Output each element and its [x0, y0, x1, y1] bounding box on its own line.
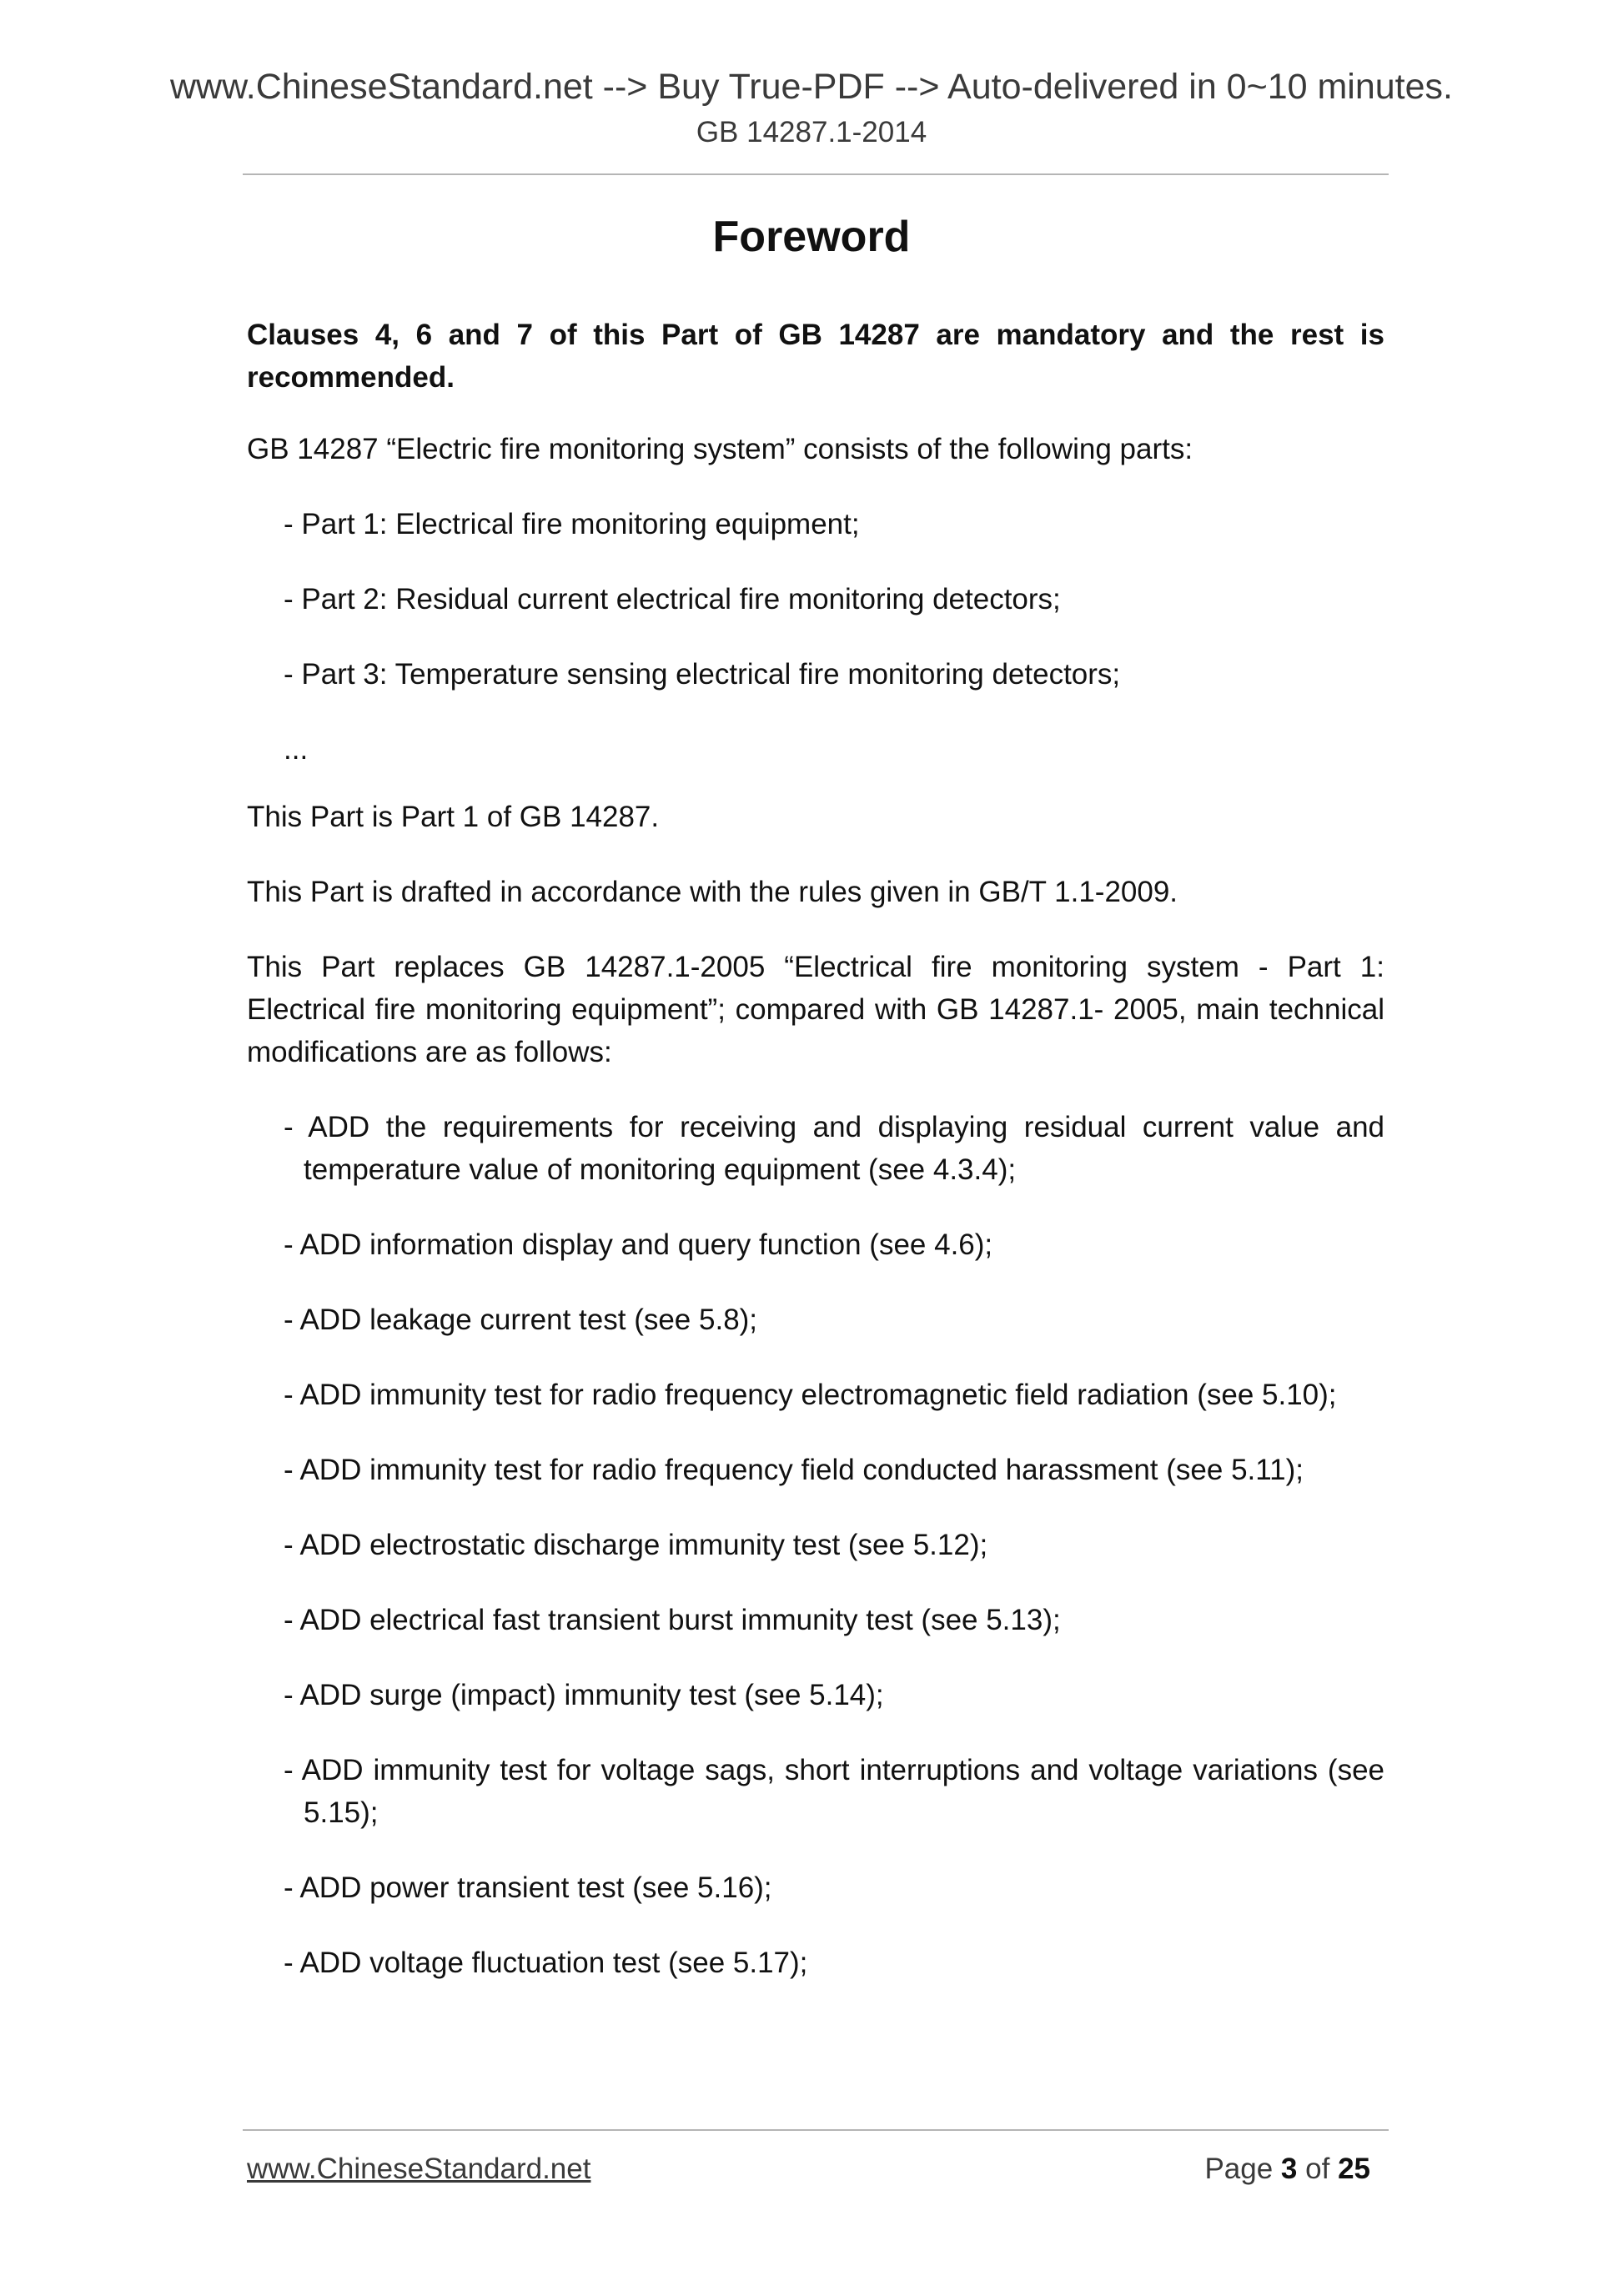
- list-item: - ADD power transient test (see 5.16);: [284, 1871, 772, 1904]
- list-item: - ADD leakage current test (see 5.8);: [284, 1304, 758, 1336]
- page-title: Foreword: [712, 213, 911, 261]
- list-item: - Part 3: Temperature sensing electrical fire monitoring detectors;: [284, 658, 1121, 691]
- list-item: - Part 2: Residual current electrical fire monitoring detectors;: [284, 583, 1061, 615]
- top-banner: www.ChineseStandard.net --> Buy True-PDF --> Auto-delivered in 0~10 minutes.: [169, 67, 1453, 107]
- page-prefix: Page: [1204, 2153, 1274, 2185]
- mandatory-clause-note: Clauses 4, 6 and 7 of this Part of GB 14287 are mandatory and the rest is recommended.: [247, 319, 1384, 394]
- parts-intro: GB 14287 “Electric fire monitoring system” consists of the following parts:: [247, 433, 1193, 465]
- drafting-rules-paragraph: This Part is drafted in accordance with the rules given in GB/T 1.1-2009.: [247, 876, 1178, 908]
- list-item: - ADD voltage fluctuation test (see 5.17);: [284, 1947, 808, 1979]
- parts-list: [247, 503, 1384, 696]
- header-divider: [243, 173, 1389, 175]
- list-item: - ADD immunity test for voltage sags, short interruptions and voltage variations (see 5.15);: [284, 1754, 1384, 1829]
- footer-site-link[interactable]: www.ChineseStandard.net: [247, 2153, 591, 2185]
- list-item: - ADD electrostatic discharge immunity test (see 5.12);: [284, 1529, 988, 1561]
- parts-ellipsis: ...: [284, 733, 309, 766]
- standard-code: GB 14287.1-2014: [696, 116, 927, 148]
- page-total: 25: [1338, 2153, 1370, 2185]
- modifications-list: [247, 1106, 1384, 1984]
- page-number: [1204, 2151, 1370, 2188]
- list-item: - ADD the requirements for receiving and displaying residual current value and temperature value of monitoring equipment (see 4.3.4);: [284, 1111, 1384, 1186]
- foreword-body: [247, 314, 1384, 2017]
- list-item: - ADD immunity test for radio frequency field conducted harassment (see 5.11);: [284, 1454, 1304, 1486]
- list-item: - ADD information display and query function (see 4.6);: [284, 1228, 993, 1261]
- list-item: - ADD surge (impact) immunity test (see 5.14);: [284, 1679, 884, 1711]
- replacement-paragraph: This Part replaces GB 14287.1-2005 “Electrical fire monitoring system - Part 1: Electrical fire monitoring equipment”; compared with GB 14287.1- 2005, main technical modifications are as follows:: [247, 951, 1384, 1068]
- list-item: - ADD electrical fast transient burst immunity test (see 5.13);: [284, 1604, 1061, 1636]
- list-item: - Part 1: Electrical fire monitoring equipment;: [284, 508, 860, 540]
- list-item: - ADD immunity test for radio frequency electromagnetic field radiation (see 5.10);: [284, 1379, 1337, 1411]
- footer-divider: [243, 2129, 1389, 2131]
- part-of-paragraph: This Part is Part 1 of GB 14287.: [247, 801, 660, 833]
- page-separator: of: [1305, 2153, 1330, 2185]
- page-current: 3: [1280, 2153, 1298, 2185]
